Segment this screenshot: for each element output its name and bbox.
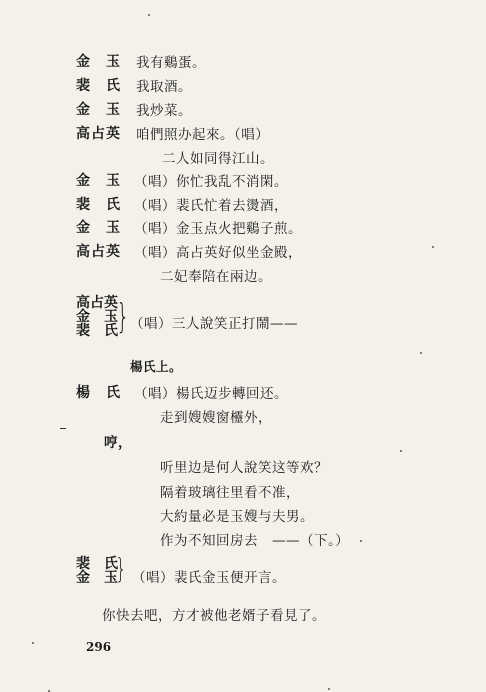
dialogue-line: （唱）楊氏迈步轉回还。 <box>134 386 288 402</box>
speck <box>148 14 150 16</box>
speaker-name: 裴 氏 <box>76 323 118 339</box>
speaker-jinyu-1: 金 玉 <box>76 54 121 70</box>
speaker-jinyu-3: 金 玉 <box>76 173 121 189</box>
speaker-jinyu-2: 金 玉 <box>76 102 121 118</box>
sung-verse: 走到嫂嫂窗欞外， <box>160 410 272 426</box>
dialogue-line: （唱）你忙我乱不消閑。 <box>134 174 288 190</box>
speaker-group-three <box>76 296 118 338</box>
sung-verse: 大約量必是玉嫂与夫男。 <box>160 509 314 525</box>
sung-verse: 作为不知回房去 ——（下。） <box>160 533 350 549</box>
dialogue-line: （唱）裴氏金玉便开言。 <box>132 570 286 586</box>
speaker-name: 高占英 <box>76 295 118 311</box>
dialogue-line: （唱）三人說笑正打鬧—— <box>130 316 298 332</box>
page-number: 296 <box>86 640 112 654</box>
dialogue-line: （唱）高占英好似坐金殿， <box>134 245 302 261</box>
speaker-gaozhanying-1: 高占英 <box>76 126 121 142</box>
sung-verse: 隔着玻璃往里看不准， <box>160 485 300 501</box>
dialogue-line: 我有鷄蛋。 <box>136 55 206 71</box>
sung-verse: 听里边是何人說笑这等欢？ <box>160 460 328 476</box>
sung-verse: 二人如同得江山。 <box>162 151 274 167</box>
brace-symbol: } <box>116 297 130 337</box>
speaker-name: 金 玉 <box>76 309 118 325</box>
brace-symbol: } <box>115 552 127 585</box>
stage-direction: 楊氏上。 <box>130 359 183 374</box>
speaker-name: 裴 氏 <box>76 556 118 572</box>
interjection: 哼， <box>104 435 132 451</box>
speck <box>432 246 434 248</box>
speck <box>400 450 402 452</box>
dialogue-line: 我炒菜。 <box>136 103 192 119</box>
dialogue-line: （唱）金玉点火把鷄子煎。 <box>134 221 302 237</box>
speaker-group-two <box>76 557 118 585</box>
dialogue-line: 你快去吧，方才被他老婿子看見了。 <box>102 608 326 624</box>
speck <box>360 540 362 542</box>
dialogue-line: （唱）裴氏忙着去燙酒， <box>134 198 288 214</box>
speaker-yangshi: 楊 氏 <box>76 385 121 401</box>
speck <box>60 428 66 429</box>
sung-verse: 二妃奉陪在兩边。 <box>160 269 272 285</box>
dialogue-line: 我取酒。 <box>136 79 192 95</box>
speck <box>32 642 34 644</box>
speaker-peishi-1: 裴 氏 <box>76 78 121 94</box>
speaker-peishi-2: 裴 氏 <box>76 197 121 213</box>
speck <box>420 352 422 354</box>
speaker-name: 金 玉 <box>76 570 118 586</box>
dialogue-line: 咱們照办起來。（唱） <box>136 127 270 143</box>
speaker-gaozhanying-2: 高占英 <box>76 244 121 260</box>
speaker-jinyu-4: 金 玉 <box>76 220 121 236</box>
